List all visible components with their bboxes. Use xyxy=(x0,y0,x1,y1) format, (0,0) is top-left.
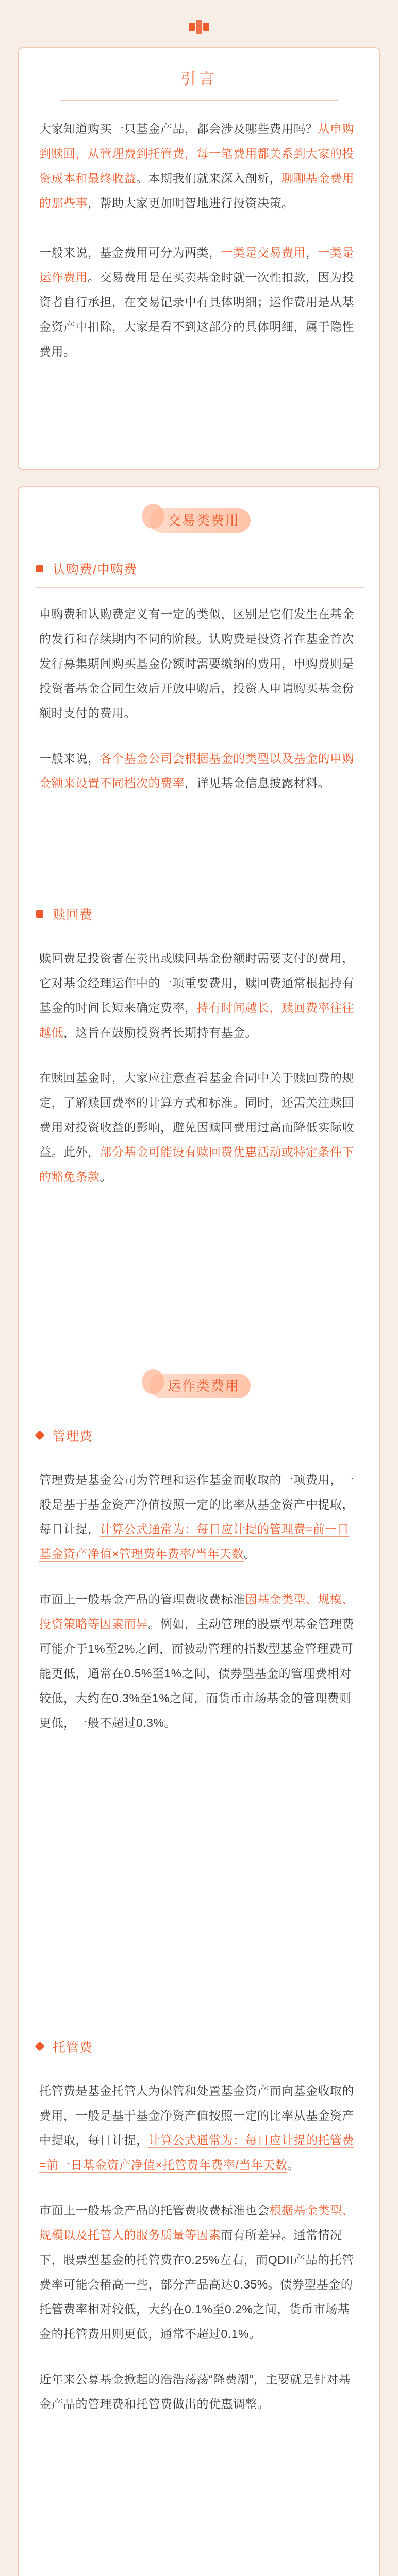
highlight-text: 各个基金公司会根据基金的类型以及基金的申购金额来设置不同档次的费率 xyxy=(39,752,354,790)
body-text: 而有所差异。通常情况下，股票型基金的托管费在0.25%左右，而QDII产品的托管费率可能会稍高一些，部分产品高达0.35%。债券型基金的托管费率相对较低，大约在0.1%至0.2%之间，货币市场基金的托管费用则更低，通常不超过0.1%。 xyxy=(39,2228,354,2341)
purchase-block xyxy=(19,602,382,795)
intro-highlight: 从申购到赎回，从管理费到托管费，每一笔费用都关系到大家的投资成本和最终收益 xyxy=(39,122,354,185)
intro-highlight: 一类是交易费用 xyxy=(221,246,306,259)
body-text: ，这旨在鼓励投资者长期持有基金。 xyxy=(63,1026,257,1039)
section-pill xyxy=(150,508,251,533)
purchase-paragraph-1: 申购费和认购费定义有一定的类似，区别是它们发生在基金的发行和存续期内不同的阶段。认购费是投资者在基金首次发行募集期间购买基金份额时需要缴纳的费用，申购费则是投资者基金合同生效后开放申购后，投资人申请购买基金份额时支付的费用。 xyxy=(39,607,354,720)
intro-text: 。交易费用是在买卖基金时就一次性扣款，因为投资者自行承担，在交易记录中有具体明细；运作费用是从基金资产中扣除，大家是看不到这部分的具体明细，属于隐性费用。 xyxy=(39,270,354,358)
body-text: 。 xyxy=(243,1547,256,1561)
section-pill xyxy=(150,1374,251,1398)
body-text: ，详见基金信息披露材料。 xyxy=(185,776,330,790)
bullet-icon xyxy=(35,1430,45,1440)
subhead-custody xyxy=(36,2037,93,2060)
subhead-purchase xyxy=(36,560,137,582)
body-text: 市面上一般基金产品的托管费收费标准也会 xyxy=(39,2204,270,2217)
intro-divider xyxy=(60,100,338,101)
highlight-text: 部分基金可能设有赎回费优惠活动或特定条件下的豁免条款 xyxy=(39,1145,354,1183)
bullet-icon xyxy=(35,2041,45,2052)
formula-text: 计算公式通常为：每日应计提的管理费=前一日基金资产净值×管理费年费率/当年天数 xyxy=(39,1522,350,1561)
intro-card xyxy=(18,47,380,470)
intro-text: ， xyxy=(306,246,318,259)
body-text: 。例如，主动管理的股票型基金管理费可能介于1%至2%之间，而被动管理的指数型基金管理费可能更低，通常在0.5%至1%之间，债券型基金的管理费相对较低，大约在0.3%至1%之间，而货币市场基金的管理费则更低，一般不超过0.3%。 xyxy=(39,1617,354,1730)
body-text: 赎回费是投资者在卖出或赎回基金份额时需要支付的费用，它对基金经理运作中的一项重要费用，赎回费通常根据持有基金的时间长短来确定费率， xyxy=(39,952,354,1014)
intro-text: ，帮助大家更加明智地进行投资决策。 xyxy=(88,196,294,210)
custody-block xyxy=(19,2078,382,2416)
intro-highlight: 一类是运作费用 xyxy=(39,246,354,284)
section-title: 运作类费用 xyxy=(167,1378,240,1394)
subhead-label: 认购费/申购费 xyxy=(53,563,137,577)
section-title: 交易类费用 xyxy=(167,513,240,528)
emblem-icon xyxy=(189,20,209,34)
formula-text: 计算公式通常为：每日应计提的托管费=前一日基金资产净值×托管费年费率/当年天数 xyxy=(39,2133,354,2172)
highlight-text: 因基金类型、规模、投资策略等因素而异 xyxy=(39,1592,354,1631)
section-header-trade xyxy=(19,508,382,535)
main-card xyxy=(18,486,380,2576)
intro-title: 引言 xyxy=(180,71,218,88)
highlight-text: 根据基金类型、规模以及托管人的服务质量等因素 xyxy=(39,2204,354,2242)
section-header-ops xyxy=(19,1374,382,1400)
bullet-icon xyxy=(36,565,43,572)
body-text: 一般来说， xyxy=(39,752,100,765)
management-block xyxy=(19,1467,382,1735)
body-text: 市面上一般基金产品的管理费收费标准 xyxy=(39,1592,245,1606)
bullet-icon xyxy=(36,910,43,918)
custody-paragraph-1 xyxy=(19,2078,382,2177)
body-text: 。 xyxy=(100,1170,112,1183)
subhead-label: 托管费 xyxy=(53,2040,93,2055)
highlight-text: 持有时间越长，赎回费率往往越低 xyxy=(39,1001,354,1039)
body-text: 在赎回基金时，大家应注意查看基金合同中关于赎回费的规定，了解赎回费率的计算方式和标准。同时，还需关注赎回费用对投资收益的影响，避免因赎回费用过高而降低实际收益。此外， xyxy=(39,1071,354,1159)
subhead-redeem xyxy=(36,905,93,927)
redeem-paragraph-1 xyxy=(19,946,382,1045)
redeem-block xyxy=(19,946,382,1189)
custody-paragraph-2 xyxy=(19,2198,382,2346)
subhead-label: 管理费 xyxy=(53,1429,93,1444)
intro-text: 大家知道购买一只基金产品，都会涉及哪些费用吗？ xyxy=(39,122,318,135)
header-area xyxy=(0,0,398,47)
intro-highlight: 聊聊基金费用的那些事 xyxy=(39,172,354,210)
purchase-paragraph-2 xyxy=(19,746,382,795)
intro-text: 。本期我们就来深入剖析， xyxy=(136,172,281,185)
custody-paragraph-3: 近年来公募基金掀起的浩浩荡荡“降费潮”，主要就是针对基金产品的管理费和托管费做出的优惠调整。 xyxy=(39,2372,351,2411)
subhead-divider xyxy=(36,587,364,588)
body-text: 。 xyxy=(287,2158,300,2172)
management-paragraph-1 xyxy=(19,1467,382,1566)
subhead-management xyxy=(36,1426,93,1449)
body-text: 管理费是基金公司为管理和运作基金而收取的一项费用，一般是基于基金资产净值按照一定的比率从基金资产中提取，每日计提， xyxy=(39,1473,354,1536)
management-paragraph-2 xyxy=(19,1587,382,1735)
subhead-label: 赎回费 xyxy=(53,908,93,922)
redeem-paragraph-2 xyxy=(19,1065,382,1189)
intro-paragraph-2 xyxy=(19,240,379,364)
body-text: 托管费是基金托管人为保管和处置基金资产而向基金收取的费用，一般是基于基金净资产值按照一定的比率从基金资产中提取，每日计提， xyxy=(39,2084,354,2147)
intro-text: 一般来说，基金费用可分为两类， xyxy=(39,246,221,259)
intro-paragraph-1 xyxy=(19,116,379,215)
